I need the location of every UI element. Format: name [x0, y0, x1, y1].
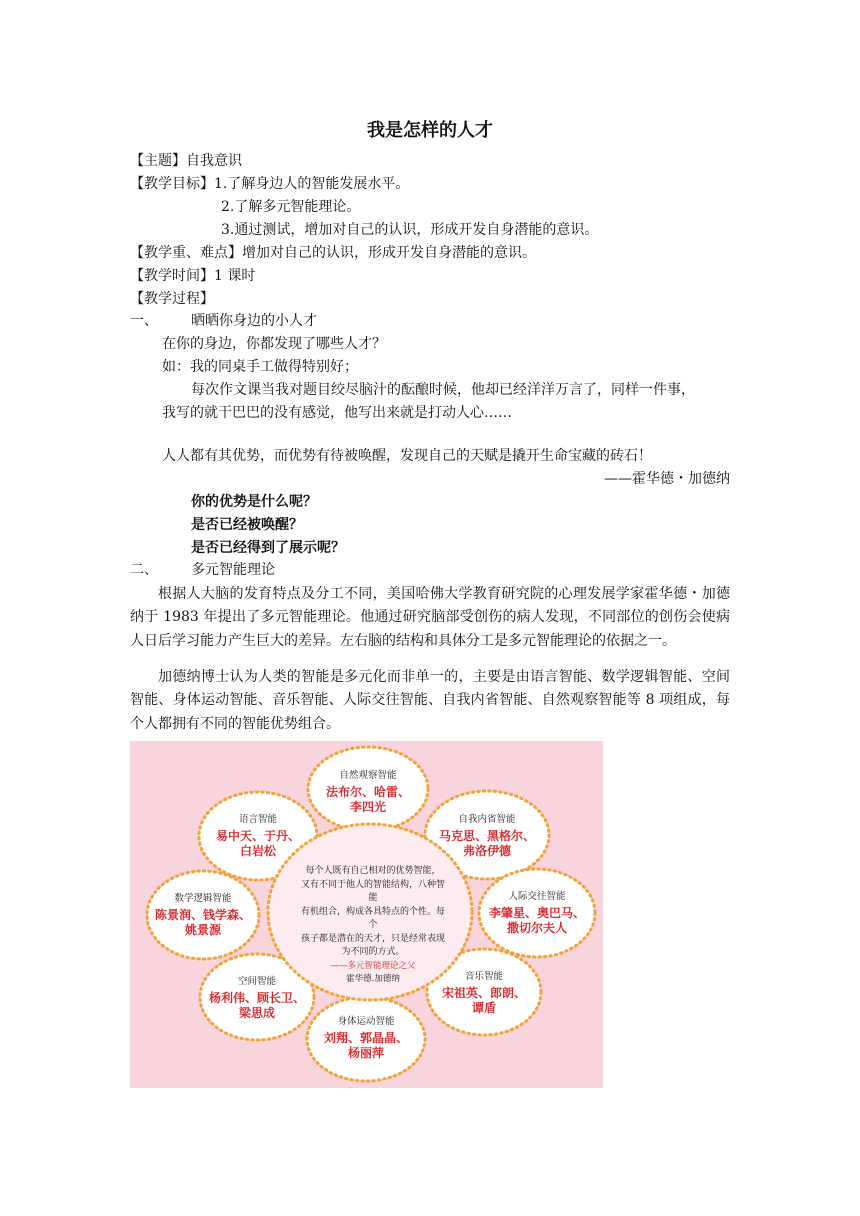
center-quote-1: ——多元智能理论之父 [330, 960, 416, 971]
section2-number: 二、 [130, 562, 158, 578]
time-line: 【教学时间】1 课时 [130, 268, 256, 284]
center-line-1: 每个人既有自己相对的优势智能， [305, 866, 441, 876]
label-intra: 自我内省智能 马克思、黑格尔、 弗洛伊德 [438, 814, 535, 858]
story-line-1: 每次作文课当我对题目绞尽脑汁的酝酿时候，他却已经洋洋万言了，同样一件事， [191, 382, 695, 398]
theme-line: 【主题】自我意识 [130, 153, 242, 169]
section1-number: 一、 [130, 313, 158, 329]
section1-example: 如：我的同桌手工做得特别好； [162, 359, 358, 375]
section1-question: 在你的身边，你都发现了哪些人才？ [162, 336, 386, 352]
theory-paragraph-2: 加德纳博士认为人类的智能是多元化而非单一的，主要是由语言智能、数学逻辑智能、空间智能、身体运动智能、音乐智能、人际交往智能、自我内省智能、自然观察智能等 8 项组成，每个人都拥有不同的智能优势组合。 [130, 669, 730, 732]
quote-line: 人人都有其优势，而优势有待被唤醒，发现自己的天赋是撬开生命宝藏的砖石！ [162, 448, 652, 464]
label-lang: 语言智能 易中天、于丹、 白岩松 [215, 814, 300, 858]
bold-question-3: 是否已经得到了展示呢？ [191, 540, 345, 556]
center-quote-2: 霍华德.加德纳 [346, 974, 400, 984]
goal-item-3: 3.通过测试，增加对自己的认识，形成开发自身潜能的意识。 [221, 222, 599, 238]
goal-item-1: 1.了解身边人的智能发展水平。 [214, 176, 410, 192]
process-line: 【教学过程】 [130, 291, 214, 307]
page-title: 我是怎样的人才 [367, 120, 493, 141]
goal-label: 【教学目标】 [130, 176, 214, 192]
goal-item-2: 2.了解多元智能理论。 [221, 199, 361, 215]
center-line-4: 孩子都是潜在的天才，只是经常表现 [300, 933, 445, 944]
quote-author: ——霍华德・加德纳 [604, 471, 730, 487]
label-logic: 数学逻辑智能 陈景润、钱学森、 姚景源 [154, 893, 251, 937]
label-space: 空间智能 杨利伟、顾长卫、 梁思成 [208, 976, 305, 1020]
label-music: 音乐智能 宋祖英、郎朗、 谭盾 [441, 971, 526, 1015]
multiple-intelligence-figure [130, 741, 603, 1088]
bold-question-2: 是否已经被唤醒？ [191, 517, 303, 533]
story-line-2: 我写的就干巴巴的没有感觉，他写出来就是打动人心…… [162, 405, 512, 421]
bold-question-1: 你的优势是什么呢？ [191, 494, 317, 510]
label-nature: 自然观察智能 法布尔、哈雷、 李四光 [325, 770, 410, 814]
theory-paragraph-1: 根据人大脑的发育特点及分工不同，美国哈佛大学教育研究院的心理发展学家霍华德・加德纳于 1983 年提出了多元智能理论。他通过研究脑部受创伤的病人发现，不同部位的创伤会使病人日后学习能力产生巨大的差异。左右脑的结构和具体分工是多元智能理论的依据之一。 [130, 586, 730, 649]
label-body: 身体运动智能 刘翔、郭晶晶、 杨丽萍 [323, 1016, 408, 1060]
label-inter: 人际交往智能 李肇星、奥巴马、 撒切尔夫人 [488, 891, 585, 935]
goal-line [130, 173, 409, 195]
center-line-2: 又有不同于他人的智能结构，八种智能 [300, 879, 445, 903]
key-points-line: 【教学重、难点】增加对自己的认识，形成开发自身潜能的意识。 [130, 245, 536, 261]
center-line-3: 有机组合，构成各具特点的个性。每个 [300, 906, 445, 930]
section1-heading: 晒晒你身边的小人才 [191, 313, 317, 329]
section2-heading: 多元智能理论 [191, 562, 275, 578]
center-line-5: 为不同的方式。 [341, 947, 405, 957]
